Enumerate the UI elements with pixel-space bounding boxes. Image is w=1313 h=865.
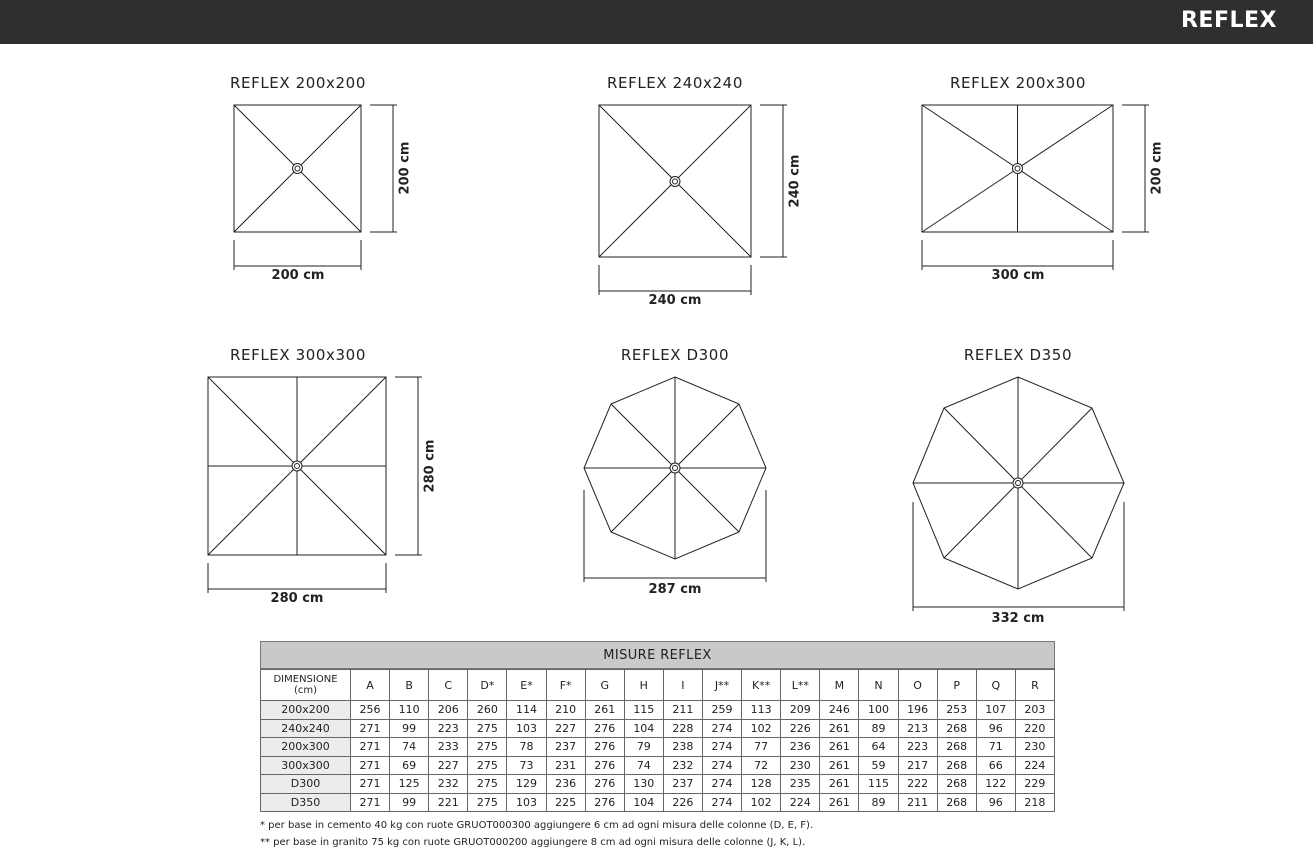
table-cell: 271 — [351, 793, 390, 812]
table-cell: 276 — [585, 793, 624, 812]
column-header: D* — [468, 670, 507, 701]
table-row — [261, 756, 1055, 775]
brand-title: REFLEX — [1180, 8, 1277, 33]
table-cell: 275 — [468, 775, 507, 794]
drawing-d350 — [913, 377, 1124, 611]
table-row — [261, 701, 1055, 720]
row-label: 200x200 — [261, 701, 351, 720]
table-title: MISURE REFLEX — [260, 641, 1055, 669]
column-header: A — [351, 670, 390, 701]
table-cell: 229 — [1015, 775, 1054, 794]
table-cell: 225 — [546, 793, 585, 812]
table-cell: 77 — [742, 738, 781, 757]
column-header: H — [624, 670, 663, 701]
table-cell: 128 — [742, 775, 781, 794]
product-title-200x300: REFLEX 200x300 — [950, 74, 1086, 92]
table-cell: 236 — [546, 775, 585, 794]
table-row — [261, 719, 1055, 738]
table-cell: 100 — [859, 701, 898, 720]
table-cell: 271 — [351, 756, 390, 775]
column-header: P — [937, 670, 976, 701]
table-cell: 223 — [898, 738, 937, 757]
table-row — [261, 738, 1055, 757]
row-label: 240x240 — [261, 719, 351, 738]
table-cell: 238 — [663, 738, 702, 757]
product-title-240x240: REFLEX 240x240 — [607, 74, 743, 92]
drawing-d300 — [584, 377, 766, 582]
table-cell: 74 — [624, 756, 663, 775]
table-cell: 64 — [859, 738, 898, 757]
table-cell: 268 — [937, 738, 976, 757]
table-cell: 129 — [507, 775, 546, 794]
drawing-240x240 — [599, 105, 787, 295]
table-cell: 228 — [663, 719, 702, 738]
table-cell: 218 — [1015, 793, 1054, 812]
height-label-200x200: 200 cm — [397, 141, 413, 195]
column-header: I — [663, 670, 702, 701]
table-cell: 209 — [781, 701, 820, 720]
table-cell: 275 — [468, 719, 507, 738]
product-title-d350: REFLEX D350 — [963, 346, 1073, 364]
table-cell: 103 — [507, 719, 546, 738]
table-cell: 275 — [468, 756, 507, 775]
table-cell: 99 — [390, 719, 429, 738]
table-cell: 261 — [820, 738, 859, 757]
table-cell: 71 — [976, 738, 1015, 757]
table-cell: 203 — [1015, 701, 1054, 720]
table-cell: 113 — [742, 701, 781, 720]
table-cell: 227 — [429, 756, 468, 775]
table-cell: 196 — [898, 701, 937, 720]
table-cell: 213 — [898, 719, 937, 738]
table-cell: 210 — [546, 701, 585, 720]
measurements-table — [260, 641, 1055, 812]
row-label: D300 — [261, 775, 351, 794]
table-cell: 217 — [898, 756, 937, 775]
table-cell: 74 — [390, 738, 429, 757]
table-cell: 227 — [546, 719, 585, 738]
column-header: M — [820, 670, 859, 701]
table-cell: 226 — [781, 719, 820, 738]
table-cell: 115 — [859, 775, 898, 794]
table-cell: 275 — [468, 738, 507, 757]
table-cell: 274 — [702, 738, 741, 757]
table-cell: 271 — [351, 775, 390, 794]
table-cell: 222 — [898, 775, 937, 794]
height-label-300x300: 280 cm — [422, 439, 438, 493]
table-cell: 107 — [976, 701, 1015, 720]
table-cell: 59 — [859, 756, 898, 775]
height-label-240x240: 240 cm — [787, 154, 803, 208]
table-cell: 268 — [937, 793, 976, 812]
table-cell: 226 — [663, 793, 702, 812]
column-header: G — [585, 670, 624, 701]
table-cell: 274 — [702, 719, 741, 738]
table-cell: 237 — [663, 775, 702, 794]
table-header-row — [261, 670, 1055, 701]
table-cell: 114 — [507, 701, 546, 720]
table-cell: 66 — [976, 756, 1015, 775]
table-cell: 232 — [663, 756, 702, 775]
height-label-200x300: 200 cm — [1149, 141, 1165, 195]
table-cell: 230 — [781, 756, 820, 775]
table-cell: 275 — [468, 793, 507, 812]
table-cell: 236 — [781, 738, 820, 757]
column-header: F* — [546, 670, 585, 701]
column-header: K** — [742, 670, 781, 701]
table-cell: 230 — [1015, 738, 1054, 757]
table-cell: 69 — [390, 756, 429, 775]
table-cell: 221 — [429, 793, 468, 812]
table-cell: 73 — [507, 756, 546, 775]
table-cell: 274 — [702, 775, 741, 794]
table-cell: 79 — [624, 738, 663, 757]
table-cell: 102 — [742, 793, 781, 812]
table-cell: 224 — [781, 793, 820, 812]
table-cell: 256 — [351, 701, 390, 720]
column-header: N — [859, 670, 898, 701]
table-cell: 78 — [507, 738, 546, 757]
width-label-d350: 332 cm — [991, 611, 1045, 626]
table-cell: 206 — [429, 701, 468, 720]
width-label-200x300: 300 cm — [991, 268, 1045, 283]
table-cell: 261 — [820, 775, 859, 794]
width-label-300x300: 280 cm — [270, 591, 324, 606]
table-cell: 276 — [585, 756, 624, 775]
table-row — [261, 775, 1055, 794]
table-cell: 274 — [702, 756, 741, 775]
table-cell: 232 — [429, 775, 468, 794]
footnote-granite-base: ** per base in granito 75 kg con ruote GRUOT000200 aggiungere 8 cm ad ogni misura delle colonne (J, K, L). — [260, 837, 806, 848]
table-cell: 261 — [585, 701, 624, 720]
table-cell: 224 — [1015, 756, 1054, 775]
product-title-d300: REFLEX D300 — [620, 346, 730, 364]
footnote-cement-base: * per base in cemento 40 kg con ruote GRUOT000300 aggiungere 6 cm ad ogni misura delle colonne (D, E, F). — [260, 820, 814, 831]
table-cell: 211 — [898, 793, 937, 812]
table-cell: 271 — [351, 719, 390, 738]
drawing-300x300 — [208, 377, 422, 593]
table-cell: 72 — [742, 756, 781, 775]
table-cell: 271 — [351, 738, 390, 757]
table-cell: 237 — [546, 738, 585, 757]
table-cell: 223 — [429, 719, 468, 738]
table-cell: 276 — [585, 738, 624, 757]
table-cell: 102 — [742, 719, 781, 738]
product-title-200x200: REFLEX 200x200 — [230, 74, 366, 92]
column-header: L** — [781, 670, 820, 701]
column-header: J** — [702, 670, 741, 701]
table-cell: 260 — [468, 701, 507, 720]
table-cell: 268 — [937, 756, 976, 775]
column-header: B — [390, 670, 429, 701]
table-cell: 259 — [702, 701, 741, 720]
table-cell: 125 — [390, 775, 429, 794]
table-cell: 268 — [937, 775, 976, 794]
table-cell: 235 — [781, 775, 820, 794]
row-label: 300x300 — [261, 756, 351, 775]
width-label-200x200: 200 cm — [271, 268, 325, 283]
width-label-d300: 287 cm — [648, 582, 702, 597]
column-header: C — [429, 670, 468, 701]
table-cell: 96 — [976, 719, 1015, 738]
table-cell: 96 — [976, 793, 1015, 812]
drawing-200x200 — [234, 105, 397, 270]
table-row — [261, 793, 1055, 812]
table-cell: 104 — [624, 793, 663, 812]
column-header: R — [1015, 670, 1054, 701]
table-cell: 261 — [820, 793, 859, 812]
table-cell: 89 — [859, 719, 898, 738]
table-cell: 261 — [820, 719, 859, 738]
table-cell: 268 — [937, 719, 976, 738]
table-cell: 276 — [585, 775, 624, 794]
row-label: D350 — [261, 793, 351, 812]
table-cell: 104 — [624, 719, 663, 738]
table-cell: 261 — [820, 756, 859, 775]
row-label: 200x300 — [261, 738, 351, 757]
table-cell: 99 — [390, 793, 429, 812]
table-cell: 246 — [820, 701, 859, 720]
table-cell: 103 — [507, 793, 546, 812]
table-cell: 253 — [937, 701, 976, 720]
table-cell: 220 — [1015, 719, 1054, 738]
product-title-300x300: REFLEX 300x300 — [230, 346, 366, 364]
width-label-240x240: 240 cm — [648, 293, 702, 308]
table-cell: 274 — [702, 793, 741, 812]
table-cell: 231 — [546, 756, 585, 775]
column-header: E* — [507, 670, 546, 701]
table-cell: 89 — [859, 793, 898, 812]
table-cell: 276 — [585, 719, 624, 738]
table-cell: 233 — [429, 738, 468, 757]
table-cell: 110 — [390, 701, 429, 720]
dimension-header: DIMENSIONE (cm) — [261, 670, 351, 701]
column-header: Q — [976, 670, 1015, 701]
table-cell: 122 — [976, 775, 1015, 794]
drawing-200x300 — [922, 105, 1149, 270]
table-cell: 211 — [663, 701, 702, 720]
table-cell: 115 — [624, 701, 663, 720]
table-cell: 130 — [624, 775, 663, 794]
column-header: O — [898, 670, 937, 701]
